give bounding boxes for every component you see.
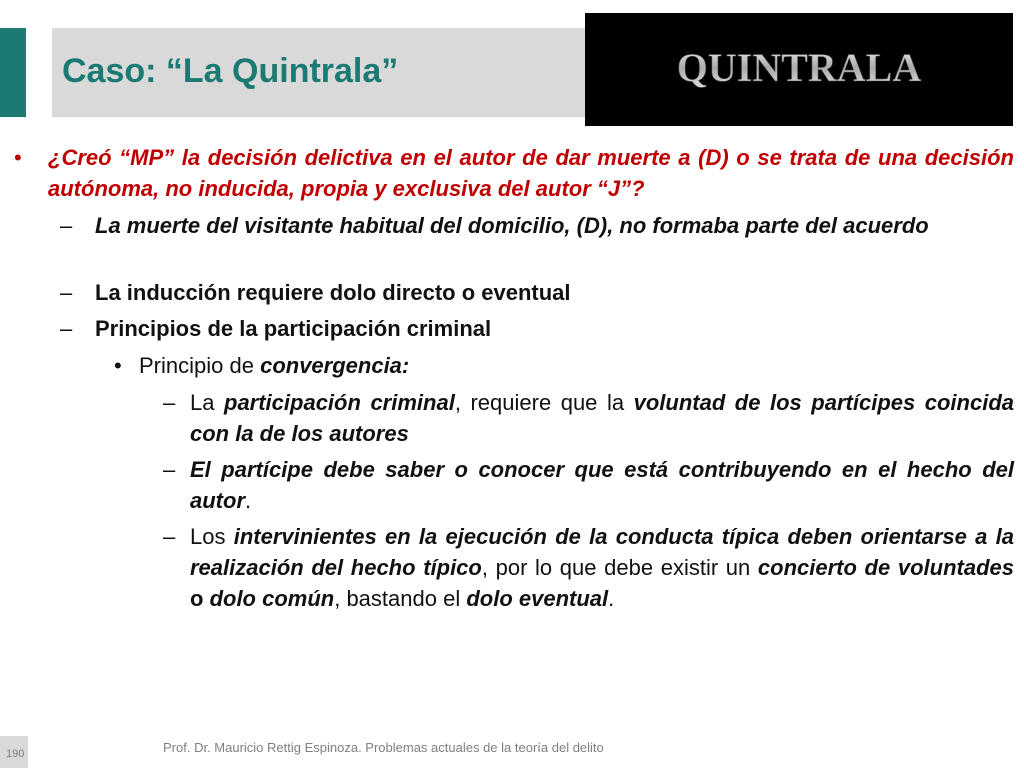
subdash-emphasis: El partícipe debe saber o conocer que está contribuyendo en el hecho del autor [190,457,1014,513]
dash-marker: – [60,213,73,238]
subdash-emphasis: participación criminal [224,390,455,415]
dash-item-principios [95,313,1014,344]
accent-bar [0,28,26,117]
bullet-marker: • [14,145,22,170]
subdash-item-participacion [190,387,1014,449]
subdash-item-intervinientes [190,521,1014,614]
footer-text: Prof. Dr. Mauricio Rettig Espinoza. Problemas actuales de la teoría del delito [163,740,604,755]
subdash-text-part: La [190,390,224,415]
subdash-text-part: , requiere que la [454,390,634,415]
subdash-emphasis: dolo eventual [466,586,609,611]
logo-wordmark: QUINTRALA [676,45,922,90]
subdash-connector: o [190,586,210,611]
convergencia-prefix: Principio de [139,353,261,378]
subdash-emphasis: dolo común [209,586,335,611]
page-number: 190 [6,748,25,760]
subdash-text-part: Los [190,524,234,549]
dash-item-text: Principios de la participación criminal [95,316,492,341]
subdash-text-part: , bastando el [334,586,467,611]
dash-marker: – [60,280,73,305]
dash-marker: – [60,316,73,341]
question-bullet [48,142,1014,204]
slide-title: Caso: “La Quintrala” [62,52,399,90]
bullet-marker: • [114,353,122,378]
dash-item-text: La muerte del visitante habitual del domicilio, (D), no formaba parte del acuerdo [95,213,929,238]
dash-item-induccion [95,277,1014,308]
subdash-text-part: . [608,586,615,611]
dash-item-muerte [95,210,1014,241]
subdash-emphasis: intervinientes en la ejecución de la conducta típica deben orientarse a la realización del hecho típico [190,524,1014,580]
question-text: ¿Creó “MP” la decisión delictiva en el autor de dar muerte a (D) o se trata de una decisión autónoma, no inducida, propia y exclusiva del autor “J”? [48,145,1014,201]
subdash-emphasis: voluntad de los partícipes coincida con la de los autores [190,390,1014,446]
dash-marker: – [163,457,176,482]
quintrala-logo [585,13,1013,126]
subdash-item-participe [190,454,1014,516]
subdash-text-part: , por lo que debe existir un [481,555,758,580]
subdash-text-part: . [245,488,252,513]
dash-marker: – [163,524,176,549]
dash-marker: – [163,390,176,415]
convergencia-term: convergencia: [260,353,410,378]
dash-item-text: La inducción requiere dolo directo o eventual [95,280,571,305]
bullet-convergencia [139,350,1014,381]
subdash-emphasis: concierto de voluntades [757,555,1015,580]
logo-graphic [585,13,1013,126]
